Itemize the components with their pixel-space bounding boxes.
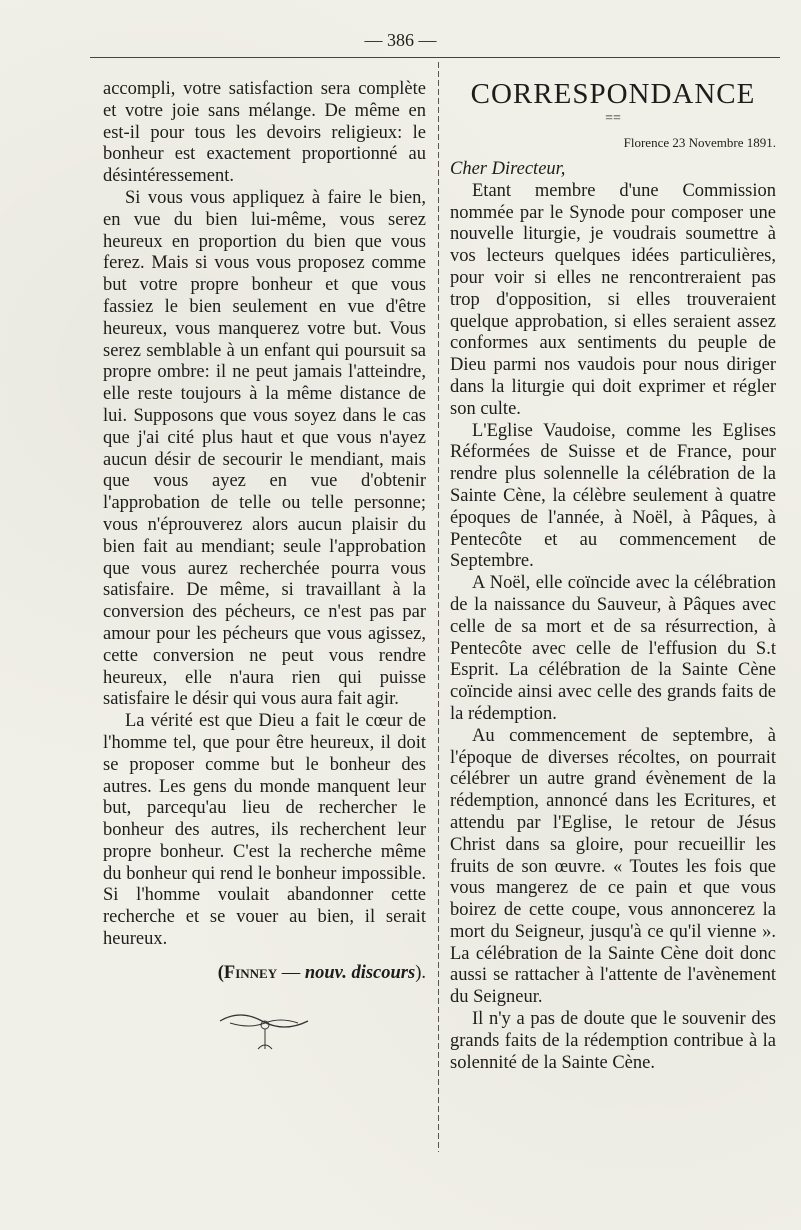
left-paragraph-2: Si vous vous appliquez à faire le bien, en vue du bien lui-même, vous serez heureux en proportion du bien que vous ferez. Mais si vous vous proposez comme but votre propre bonheur et que vous fassiez le bien seulement en vue d'être heureux, vous manquerez votre but. Vous serez semblable à un enfant qui poursuit sa propre ombre: il ne peut jamais l'atteindre, elle reste toujours à la même distance de lui. Supposons que vous soyez dans le cas que j'ai cité plus haut et que vous n'ayez aucun désir de secourir le mendiant, mais que vous ayez en vue d'obtenir l'approbation de telle ou telle personne; vous n'éprouverez alors aucun plaisir du bien fait au mendiant; seule l'approbation que vous aurez recherchée pourra vous satisfaire. De même, si travaillant à la conversion des pécheurs, ce n'est pas par amour pour les pécheurs que vous agissez, cette conversion ne peut vous rendre heureux, elle n'aura rien qui puisse satisfaire le désir qui vous aura fait agir. (103, 187, 426, 710)
right-paragraph-4: Au commencement de septembre, à l'époque de diverses récoltes, on pourrait célébrer un autre grand évènement de la rédemption, annoncé dans les Ecritures, et attendu par l'Eglise, le retour de Jésus Christ dans sa gloire, pour recueillir les fruits de son œuvre. « Toutes les fois que vous mangerez de ce pain et que vous boirez de cette coupe, vous annoncerez la mort du Seigneur, jusqu'à ce qu'il vienne ». La célébration de la Sainte Cène doit donc aussi se rattacher à l'attente de l'avènement du Seigneur. (450, 725, 776, 1008)
attribution-end: ). (415, 962, 426, 983)
attribution-work: nouv. discours (304, 962, 416, 983)
right-column (450, 79, 776, 1074)
header-rule (90, 57, 780, 58)
left-paragraph-3: La vérité est que Dieu a fait le cœur de l'homme tel, que pour être heureux, il doit se proposer comme but le bonheur des autres. Les gens du monde manquent leur but, parcequ'au lieu de rechercher le bonheur des autres, ils recherchent leur propre bonheur. C'est la recherche même du bonheur qui rend le bonheur impossible. Si l'homme voulait abandonner cette recherche et se vouer au bien, il serait heureux. (103, 711, 426, 950)
left-paragraph-1: accompli, votre satisfaction sera complète et votre joie sans mélange. De même en est-il pour tous les devoirs religieux: le bonheur est exactement proportionné au désintéressement. (103, 79, 426, 187)
section-title: CORRESPONDANCE (470, 78, 756, 110)
attribution-dash: — (277, 962, 305, 983)
right-paragraph-3: A Noël, elle coïncide avec la célébration de la naissance du Sauveur, à Pâques avec celle de sa mort et de sa résurrection, à Pentecôte avec celle de l'effusion du S.t Esprit. La célébration de la Sainte Cène coïncide ainsi avec celle des grands faits de la rédemption. (450, 573, 776, 724)
attribution-author: (Finney (217, 962, 278, 983)
right-paragraph-2: L'Eglise Vaudoise, comme les Eglises Réformées de Suisse et de France, pour rendre plus solennelle la célébration de la Sainte Cène, la célèbre seulement à quatre époques de l'année, à Noël, à Pâques, à Pentecôte et au commencement de Septembre. (450, 420, 776, 572)
dateline: Florence 23 Novembre 1891. (623, 135, 776, 150)
page-number: — 386 — (364, 30, 437, 50)
right-paragraph-1: Etant membre d'une Commission nommée par le Synode pour composer une nouvelle liturgie, je voudrais soumettre à vos lecteurs quelques idées particulières, pour voir si elles ne rencontreraient pas trop d'opposition, si elles trouveraient quelque approbation, si elles seraient assez conformes aux sentiments du peuple de Dieu parmi nos vaudois pour nous diriger dans la liturgie qui doit exprimer et régler son culte. (450, 180, 776, 419)
salutation: Cher Directeur, (450, 159, 566, 179)
left-column (103, 79, 426, 1067)
title-mark: == (605, 111, 621, 126)
right-paragraph-5: Il n'y a pas de doute que le souvenir des grands faits de la rédemption contribue à la solennité de la Sainte Cène. (450, 1009, 776, 1073)
attribution (103, 963, 426, 985)
column-divider (438, 62, 439, 1152)
ornament-icon (210, 1001, 320, 1068)
